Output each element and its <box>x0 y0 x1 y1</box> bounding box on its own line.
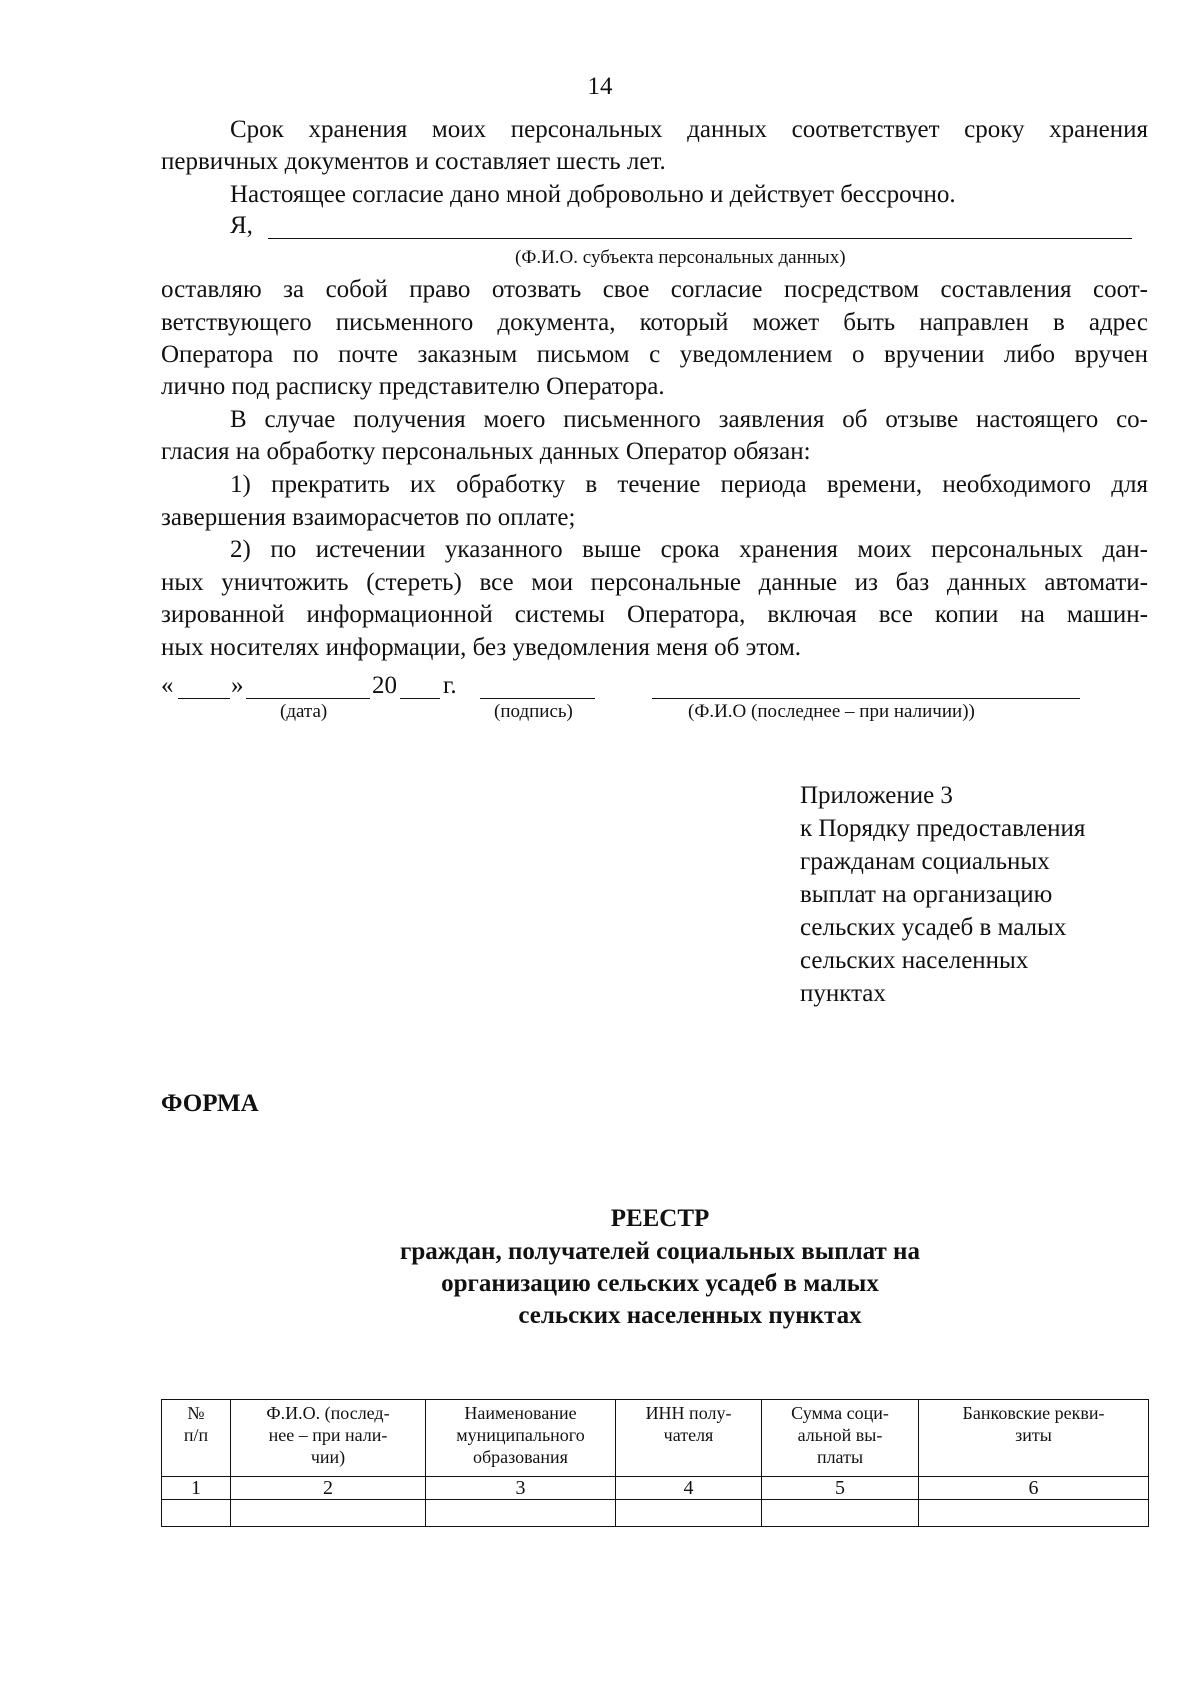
header-amount-line1: Сумма соци- <box>791 1403 889 1423</box>
header-bank-details-line2: зиты <box>1015 1425 1052 1445</box>
appendix-line-5: сельских усадеб в малых <box>800 914 1067 941</box>
year-blank <box>400 698 440 699</box>
column-number-cell: 4 <box>616 1477 762 1500</box>
header-municipality-line2: муниципального <box>456 1425 585 1445</box>
consent-p3-line1: оставляю за собой право отозвать свое согласие посредством составления соот- <box>161 276 1148 303</box>
name-underline <box>268 238 1132 239</box>
header-municipality <box>426 1400 616 1477</box>
registry-subtitle-line3: сельских населенных пунктах <box>518 1302 862 1329</box>
day-blank <box>178 698 230 699</box>
appendix-line-2: к Порядку предоставления <box>800 815 1086 842</box>
consent-p2: Настоящее согласие дано мной добровольно и действует бессрочно. <box>230 181 956 208</box>
header-full-name-line3: чии) <box>310 1447 346 1467</box>
header-number-line1: № <box>187 1403 205 1423</box>
form-label: ФОРМА <box>161 1090 259 1117</box>
appendix-line-3: гражданам социальных <box>800 848 1050 875</box>
header-full-name-line2: нее – при нали- <box>268 1425 388 1445</box>
table-header-row <box>162 1400 1149 1477</box>
header-inn-line1: ИНН полу- <box>645 1403 732 1423</box>
appendix-line-7: пунктах <box>800 980 886 1007</box>
header-bank-details-line1: Банковские рекви- <box>962 1403 1105 1423</box>
appendix-line-4: выплат на организацию <box>800 881 1053 908</box>
year-suffix: г. <box>443 672 457 699</box>
item2-line1: 2) по истечении указанного выше срока хранения моих персональных дан- <box>230 536 1148 563</box>
header-amount-line2: альной вы- <box>797 1425 883 1445</box>
appendix-line-1: Приложение 3 <box>800 782 953 809</box>
header-full-name-line1: Ф.И.О. (послед- <box>266 1403 390 1423</box>
registry-title: РЕЕСТР <box>610 1205 710 1232</box>
header-full-name <box>231 1400 426 1477</box>
table-empty-row <box>162 1500 1149 1527</box>
date-open-quote: « <box>161 672 174 699</box>
item1-line2: завершения взаиморасчетов по оплате; <box>161 504 576 531</box>
signature-caption: (подпись) <box>494 701 573 722</box>
month-blank <box>246 698 370 699</box>
empty-cell <box>162 1500 231 1527</box>
subject-name-caption: (Ф.И.О. субъекта персональных данных) <box>515 247 846 268</box>
date-close-quote: » <box>231 672 244 699</box>
header-bank-details <box>919 1400 1149 1477</box>
column-number-cell: 5 <box>762 1477 919 1500</box>
header-inn-line2: чателя <box>663 1425 714 1445</box>
registry-table <box>161 1399 1149 1527</box>
column-number-cell: 3 <box>426 1477 616 1500</box>
column-number-cell: 1 <box>162 1477 231 1500</box>
page-number: 14 <box>587 73 613 100</box>
signature-blank <box>480 698 595 699</box>
consent-p4-line1: В случае получения моего письменного заявления об отзыве настоящего со- <box>230 406 1148 433</box>
header-inn <box>616 1400 762 1477</box>
registry-subtitle-line1: граждан, получателей социальных выплат на <box>400 1238 920 1265</box>
consent-p1-line1: Срок хранения моих персональных данных соответствует сроку хранения <box>230 116 1148 143</box>
empty-cell <box>231 1500 426 1527</box>
registry-subtitle-line2: организацию сельских усадеб в малых <box>441 1270 879 1297</box>
header-amount-line3: платы <box>816 1447 864 1467</box>
date-caption: (дата) <box>280 701 328 722</box>
item2-line4: ных носителях информации, без уведомления меня об этом. <box>161 634 802 661</box>
item1-line1: 1) прекратить их обработку в течение периода времени, необходимого для <box>230 471 1148 498</box>
header-municipality-line1: Наименование <box>464 1403 577 1423</box>
empty-cell <box>616 1500 762 1527</box>
name-blank <box>652 698 1080 699</box>
empty-cell <box>919 1500 1149 1527</box>
consent-p4-line2: гласия на обработку персональных данных Оператор обязан: <box>161 438 811 465</box>
consent-p3-line2: ветствующего письменного документа, который может быть направлен в адрес <box>161 309 1148 336</box>
header-municipality-line3: образования <box>473 1447 568 1467</box>
header-number <box>162 1400 231 1477</box>
column-number-cell: 6 <box>919 1477 1149 1500</box>
empty-cell <box>426 1500 616 1527</box>
header-number-line2: п/п <box>183 1425 209 1445</box>
table-column-numbers-row <box>162 1477 1149 1500</box>
item2-line2: ных уничтожить (стереть) все мои персональные данные из баз данных автомати- <box>161 569 1148 596</box>
i-label: Я, <box>230 212 253 239</box>
item2-line3: зированной информационной системы Оператора, включая все копии на машин- <box>161 601 1148 628</box>
name-caption: (Ф.И.О (последнее – при наличии)) <box>688 701 975 722</box>
consent-p3-line3: Оператора по почте заказным письмом с уведомлением о вручении либо вручен <box>161 341 1148 368</box>
header-amount <box>762 1400 919 1477</box>
consent-p1-line2: первичных документов и составляет шесть лет. <box>161 148 666 175</box>
appendix-line-6: сельских населенных <box>800 947 1029 974</box>
column-number-cell: 2 <box>231 1477 426 1500</box>
empty-cell <box>762 1500 919 1527</box>
consent-p3-line4: лично под расписку представителю Оператора. <box>161 373 665 400</box>
year-prefix: 20 <box>372 672 397 699</box>
